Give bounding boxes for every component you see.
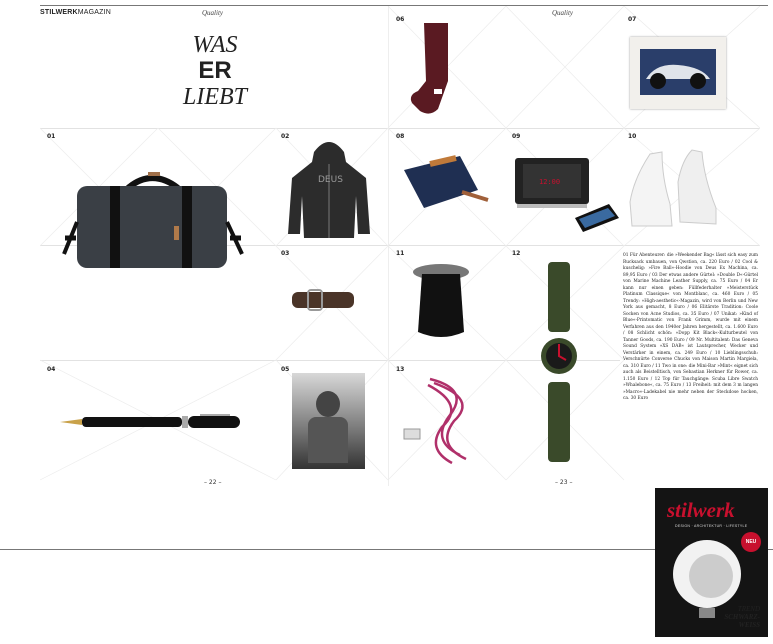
trend-line-1: TREND [737, 605, 760, 613]
trend-line-2: SCHWARZ- [724, 613, 760, 621]
item-number: 10 [628, 133, 637, 140]
page-number-right: – 23 – [555, 479, 573, 486]
new-badge: NEU [741, 532, 761, 552]
page-title [175, 32, 255, 110]
item-number: 11 [396, 250, 405, 257]
pen-icon [60, 411, 244, 431]
item-number: 08 [396, 133, 405, 140]
item-number: 01 [47, 133, 56, 140]
brand-light: MAGAZIN [77, 9, 112, 16]
toiletry-bag-icon [400, 150, 494, 212]
cover-tagline: DESIGN · ARCHITEKTUR · LIFESTYLE [675, 524, 748, 528]
item-number: 05 [281, 366, 290, 373]
item-number: 07 [628, 16, 637, 23]
item-number: 13 [396, 366, 405, 373]
title-line-3: LIEBT [182, 84, 247, 110]
speaker-icon [513, 158, 625, 238]
section-label-left: Quality [202, 9, 223, 17]
cover-logo: stilwerk [667, 498, 735, 522]
trend-line-3: WEISS [738, 621, 760, 629]
magazine-cover [655, 488, 768, 637]
magazine-brand [40, 9, 111, 16]
watch-icon [540, 262, 580, 462]
bag-icon [62, 168, 244, 272]
svg-text:12:00: 12:00 [539, 178, 561, 186]
cable-icon [400, 375, 484, 467]
item-number: 03 [281, 250, 290, 257]
hoodie-icon [284, 134, 374, 238]
svg-text:DEUS: DEUS [318, 175, 343, 185]
item-number: 06 [396, 16, 405, 23]
sneakers-icon [628, 148, 720, 228]
belt-icon [290, 288, 356, 314]
title-line-2: ER [198, 57, 232, 84]
item-number: 09 [512, 133, 521, 140]
item-number: 04 [47, 366, 56, 373]
product-description: 01 Für Abenteurer: die »Weekender Bag« lässt sich easy zum Rucksack umbauen, von Qwstion, ca. 220 Euro / 02 Cool & kuschelig: »Fire Ball«-Hoodie von Deus Ex Machina, ca. 89,95 Euro / 03 Der etwas andere Gürtel: »Double D«-Gürtel von Marine Machine Leather Supply, ca. 75 Euro / 04 Er kann nur einen geben: Füllfederhalter »Meisterstück Platinum Classique« von Montblanc, ca. 460 Euro / 05 Trendy: »High-aesthetic«-Magazin, wird von Berlin und New York aus gemacht, 8 Euro / 06 Elitärste Tradition: Coole Socken von Acne Studios, ca. 35 Euro / 07 Unikat: »Kind of Blue«-Printomatic von Frank Grimm, wurde mit einem Verfahren aus den 1940er Jahren hergestellt, ca. 1.600 Euro / 08 Schlicht schön: »Dopp Kit Black«-Kulturbeutel von Tanner Goods, ca. 190 Euro / 09 Nr. Multitalent: Das Geneva Sound System »XS DAB« ist Lautsprecher, Wecker und Verstärker in einem, ca. 249 Euro / 10 Lieblingsschuh: Verschnürte Converse Chucks von Maison Martin Margiela, ca. 310 Euro / 11 Two in one: die Mini-Bar »Mint« eignet sich auch als Beistelltisch, von Sebastian Herkner für Rower, ca. 1.150 Euro / 12 Top für Tauchgänge: Scuba Libre Swatch »Whalebone«, ca. 75 Euro / 13 Freiheit: mit dem 3 m langen »Macro«-Ladekabel nie mehr neben der Steckdose hocken, ca. 30 Euro [623, 253, 758, 401]
page-number-left: – 22 – [204, 479, 222, 486]
cover-trend [724, 605, 760, 629]
section-label-right: Quality [552, 9, 573, 17]
brand-bold: STILWERK [40, 9, 78, 16]
car-print-icon [630, 37, 726, 109]
wastebasket-icon [408, 262, 474, 342]
item-number: 12 [512, 250, 521, 257]
calendar-icon [292, 373, 365, 469]
sock-icon [408, 23, 460, 117]
item-number: 02 [281, 133, 290, 140]
title-line-1: WAS [192, 32, 238, 58]
